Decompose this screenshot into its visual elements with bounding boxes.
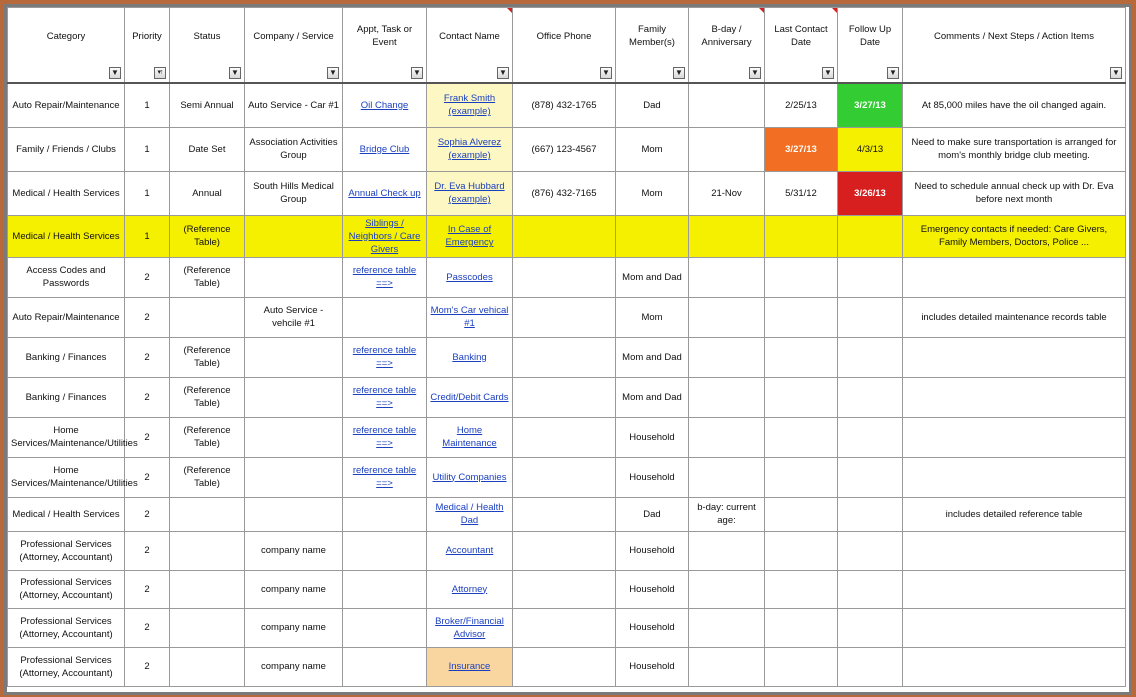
- column-header-label: B-day / Anniversary: [701, 24, 752, 48]
- cell-family[interactable]: Household: [616, 647, 689, 686]
- cell-priority[interactable]: 2: [125, 337, 170, 377]
- cell-category[interactable]: Auto Repair/Maintenance: [8, 297, 125, 337]
- cell-last[interactable]: [765, 531, 838, 570]
- cell-phone[interactable]: [513, 337, 616, 377]
- cell-bday[interactable]: [689, 377, 765, 417]
- cell-family[interactable]: Mom: [616, 297, 689, 337]
- cell-category[interactable]: Professional Services (Attorney, Accountant): [8, 647, 125, 686]
- cell-phone[interactable]: [513, 215, 616, 257]
- cell-family[interactable]: Mom: [616, 127, 689, 171]
- filter-dropdown-icon[interactable]: ▼: [411, 67, 423, 79]
- column-header-last-contact-date: [765, 8, 838, 84]
- cell-category[interactable]: Banking / Finances: [8, 377, 125, 417]
- cell-last[interactable]: [765, 497, 838, 531]
- cell-comments[interactable]: [903, 377, 1126, 417]
- cell-bday[interactable]: [689, 127, 765, 171]
- cell-company[interactable]: South Hills Medical Group: [245, 171, 343, 215]
- cell-contact[interactable]: Sophia Alverez (example): [427, 127, 513, 171]
- column-header-label: Last Contact Date: [774, 24, 828, 48]
- cell-phone[interactable]: [513, 531, 616, 570]
- cell-follow[interactable]: [838, 215, 903, 257]
- filter-dropdown-icon[interactable]: ▼: [887, 67, 899, 79]
- cell-priority[interactable]: 2: [125, 457, 170, 497]
- table-row: [8, 531, 1126, 570]
- cell-phone[interactable]: [513, 647, 616, 686]
- column-header-label: Priority: [132, 30, 162, 42]
- cell-follow[interactable]: [838, 257, 903, 297]
- cell-contact[interactable]: Utility Companies: [427, 457, 513, 497]
- cell-last[interactable]: [765, 257, 838, 297]
- cell-category[interactable]: Auto Repair/Maintenance: [8, 83, 125, 127]
- cell-priority[interactable]: 2: [125, 531, 170, 570]
- cell-category[interactable]: Home Services/Maintenance/Utilities: [8, 457, 125, 497]
- cell-appt[interactable]: reference table ==>: [343, 417, 427, 457]
- filter-dropdown-icon[interactable]: ▼: [327, 67, 339, 79]
- cell-comments[interactable]: includes detailed maintenance records table: [903, 297, 1126, 337]
- table-row: [8, 497, 1126, 531]
- cell-priority[interactable]: 2: [125, 257, 170, 297]
- cell-contact[interactable]: Frank Smith (example): [427, 83, 513, 127]
- cell-phone[interactable]: [513, 457, 616, 497]
- cell-phone[interactable]: [513, 608, 616, 647]
- comment-indicator-icon: [759, 8, 764, 13]
- column-header-follow-up-date: [838, 8, 903, 84]
- column-header-comments: [903, 8, 1126, 84]
- cell-appt[interactable]: [343, 608, 427, 647]
- cell-comments[interactable]: Need to make sure transportation is arranged for mom's monthly bridge club meeting.: [903, 127, 1126, 171]
- cell-priority[interactable]: 1: [125, 215, 170, 257]
- cell-status[interactable]: (Reference Table): [170, 457, 245, 497]
- cell-contact[interactable]: Mom's Car vehical #1: [427, 297, 513, 337]
- cell-family[interactable]: Mom: [616, 171, 689, 215]
- table-body: [8, 83, 1126, 686]
- cell-comments[interactable]: [903, 570, 1126, 608]
- cell-follow[interactable]: [838, 608, 903, 647]
- cell-last[interactable]: 3/27/13: [765, 127, 838, 171]
- cell-family[interactable]: Dad: [616, 83, 689, 127]
- cell-status[interactable]: [170, 497, 245, 531]
- cell-contact[interactable]: In Case of Emergency: [427, 215, 513, 257]
- cell-last[interactable]: 2/25/13: [765, 83, 838, 127]
- cell-company[interactable]: company name: [245, 608, 343, 647]
- cell-comments[interactable]: Need to schedule annual check up with Dr. Eva before next month: [903, 171, 1126, 215]
- cell-company[interactable]: company name: [245, 647, 343, 686]
- cell-bday[interactable]: [689, 215, 765, 257]
- table-row: [8, 337, 1126, 377]
- table-row: [8, 647, 1126, 686]
- cell-follow[interactable]: [838, 570, 903, 608]
- cell-status[interactable]: Semi Annual: [170, 83, 245, 127]
- cell-company[interactable]: Auto Service - vehcile #1: [245, 297, 343, 337]
- cell-last[interactable]: [765, 570, 838, 608]
- column-header-office-phone: [513, 8, 616, 84]
- cell-family[interactable]: Household: [616, 531, 689, 570]
- cell-follow[interactable]: [838, 377, 903, 417]
- cell-bday[interactable]: [689, 570, 765, 608]
- table-row: [8, 215, 1126, 257]
- cell-bday[interactable]: [689, 297, 765, 337]
- cell-phone[interactable]: [513, 570, 616, 608]
- table-row: [8, 83, 1126, 127]
- cell-contact[interactable]: Banking: [427, 337, 513, 377]
- cell-company[interactable]: [245, 457, 343, 497]
- cell-family[interactable]: Household: [616, 608, 689, 647]
- cell-bday[interactable]: [689, 337, 765, 377]
- column-header-contact-name: [427, 8, 513, 84]
- column-header-priority: [125, 8, 170, 84]
- column-header-label: Contact Name: [439, 30, 500, 42]
- cell-last[interactable]: [765, 417, 838, 457]
- cell-priority[interactable]: 2: [125, 297, 170, 337]
- cell-company[interactable]: [245, 337, 343, 377]
- cell-follow[interactable]: [838, 457, 903, 497]
- cell-bday[interactable]: [689, 647, 765, 686]
- cell-phone[interactable]: (878) 432-1765: [513, 83, 616, 127]
- cell-company[interactable]: [245, 497, 343, 531]
- cell-appt[interactable]: [343, 497, 427, 531]
- cell-last[interactable]: 5/31/12: [765, 171, 838, 215]
- cell-category[interactable]: Access Codes and Passwords: [8, 257, 125, 297]
- cell-contact[interactable]: Dr. Eva Hubbard (example): [427, 171, 513, 215]
- comment-indicator-icon: [507, 8, 512, 13]
- contacts-table: [7, 7, 1126, 687]
- table-row: [8, 608, 1126, 647]
- cell-contact[interactable]: Insurance: [427, 647, 513, 686]
- cell-comments[interactable]: [903, 647, 1126, 686]
- cell-follow[interactable]: [838, 417, 903, 457]
- cell-appt[interactable]: reference table ==>: [343, 377, 427, 417]
- cell-appt[interactable]: Annual Check up: [343, 171, 427, 215]
- cell-follow[interactable]: [838, 531, 903, 570]
- cell-contact[interactable]: Medical / Health Dad: [427, 497, 513, 531]
- cell-priority[interactable]: 1: [125, 83, 170, 127]
- cell-category[interactable]: Family / Friends / Clubs: [8, 127, 125, 171]
- column-header-label: Category: [46, 30, 86, 42]
- cell-last[interactable]: [765, 647, 838, 686]
- cell-family[interactable]: Mom and Dad: [616, 337, 689, 377]
- sort-filter-icon[interactable]: ▾↑: [154, 67, 166, 79]
- cell-priority[interactable]: 2: [125, 608, 170, 647]
- cell-phone[interactable]: [513, 497, 616, 531]
- cell-contact[interactable]: Passcodes: [427, 257, 513, 297]
- cell-status[interactable]: [170, 570, 245, 608]
- cell-priority[interactable]: 1: [125, 127, 170, 171]
- cell-last[interactable]: [765, 215, 838, 257]
- column-header-label: Appt, Task or Event: [356, 24, 413, 48]
- cell-follow[interactable]: [838, 297, 903, 337]
- cell-status[interactable]: (Reference Table): [170, 215, 245, 257]
- cell-category[interactable]: Professional Services (Attorney, Accountant): [8, 608, 125, 647]
- cell-contact[interactable]: Broker/Financial Advisor: [427, 608, 513, 647]
- table-row: [8, 570, 1126, 608]
- filter-dropdown-icon[interactable]: ▼: [822, 67, 834, 79]
- column-header-company-service: [245, 8, 343, 84]
- cell-appt[interactable]: reference table ==>: [343, 457, 427, 497]
- spreadsheet-frame: [4, 4, 1132, 695]
- table-row: [8, 127, 1126, 171]
- filter-dropdown-icon[interactable]: ▼: [497, 67, 509, 79]
- cell-company[interactable]: Association Activities Group: [245, 127, 343, 171]
- cell-category[interactable]: Banking / Finances: [8, 337, 125, 377]
- column-header-label: Office Phone: [536, 30, 592, 42]
- cell-family[interactable]: Mom and Dad: [616, 257, 689, 297]
- cell-status[interactable]: (Reference Table): [170, 417, 245, 457]
- cell-phone[interactable]: [513, 257, 616, 297]
- cell-family[interactable]: Mom and Dad: [616, 377, 689, 417]
- cell-appt[interactable]: [343, 531, 427, 570]
- cell-bday[interactable]: [689, 608, 765, 647]
- header-row: [8, 8, 1126, 84]
- column-header-bday-anniversary: [689, 8, 765, 84]
- cell-comments[interactable]: [903, 417, 1126, 457]
- cell-priority[interactable]: 1: [125, 171, 170, 215]
- cell-status[interactable]: (Reference Table): [170, 257, 245, 297]
- cell-company[interactable]: [245, 377, 343, 417]
- cell-company[interactable]: company name: [245, 570, 343, 608]
- cell-phone[interactable]: [513, 297, 616, 337]
- cell-status[interactable]: Annual: [170, 171, 245, 215]
- cell-status[interactable]: [170, 297, 245, 337]
- cell-priority[interactable]: 2: [125, 417, 170, 457]
- cell-comments[interactable]: [903, 531, 1126, 570]
- cell-category[interactable]: Professional Services (Attorney, Accountant): [8, 531, 125, 570]
- cell-priority[interactable]: 2: [125, 497, 170, 531]
- cell-priority[interactable]: 2: [125, 647, 170, 686]
- cell-comments[interactable]: includes detailed reference table: [903, 497, 1126, 531]
- cell-comments[interactable]: [903, 608, 1126, 647]
- filter-dropdown-icon[interactable]: ▼: [109, 67, 121, 79]
- cell-contact[interactable]: Accountant: [427, 531, 513, 570]
- cell-bday[interactable]: [689, 531, 765, 570]
- cell-category[interactable]: Medical / Health Services: [8, 171, 125, 215]
- cell-status[interactable]: [170, 531, 245, 570]
- cell-company[interactable]: company name: [245, 531, 343, 570]
- cell-priority[interactable]: 2: [125, 377, 170, 417]
- cell-bday[interactable]: [689, 257, 765, 297]
- cell-status[interactable]: (Reference Table): [170, 337, 245, 377]
- cell-category[interactable]: Medical / Health Services: [8, 497, 125, 531]
- cell-last[interactable]: [765, 608, 838, 647]
- cell-appt[interactable]: Siblings / Neighbors / Care Givers: [343, 215, 427, 257]
- cell-comments[interactable]: [903, 257, 1126, 297]
- comment-indicator-icon: [832, 8, 837, 13]
- cell-company[interactable]: [245, 215, 343, 257]
- cell-phone[interactable]: (667) 123-4567: [513, 127, 616, 171]
- cell-category[interactable]: Professional Services (Attorney, Accountant): [8, 570, 125, 608]
- column-header-status: [170, 8, 245, 84]
- cell-follow[interactable]: 4/3/13: [838, 127, 903, 171]
- cell-company[interactable]: [245, 417, 343, 457]
- cell-status[interactable]: [170, 608, 245, 647]
- column-header-family-members: [616, 8, 689, 84]
- cell-priority[interactable]: 2: [125, 570, 170, 608]
- cell-bday[interactable]: b-day: current age:: [689, 497, 765, 531]
- cell-appt[interactable]: [343, 570, 427, 608]
- cell-follow[interactable]: [838, 337, 903, 377]
- column-header-appt-task-event: [343, 8, 427, 84]
- cell-family[interactable]: Dad: [616, 497, 689, 531]
- cell-last[interactable]: [765, 457, 838, 497]
- cell-appt[interactable]: Oil Change: [343, 83, 427, 127]
- cell-phone[interactable]: [513, 377, 616, 417]
- cell-family[interactable]: [616, 215, 689, 257]
- cell-status[interactable]: (Reference Table): [170, 377, 245, 417]
- cell-last[interactable]: [765, 297, 838, 337]
- table-row: [8, 257, 1126, 297]
- filter-dropdown-icon[interactable]: ▼: [600, 67, 612, 79]
- cell-status[interactable]: [170, 647, 245, 686]
- cell-appt[interactable]: [343, 297, 427, 337]
- table-row: [8, 297, 1126, 337]
- cell-family[interactable]: Household: [616, 417, 689, 457]
- filter-dropdown-icon[interactable]: ▼: [673, 67, 685, 79]
- filter-dropdown-icon[interactable]: ▼: [1110, 67, 1122, 79]
- column-header-category: [8, 8, 125, 84]
- cell-contact[interactable]: Home Maintenance: [427, 417, 513, 457]
- cell-appt[interactable]: [343, 647, 427, 686]
- cell-bday[interactable]: [689, 457, 765, 497]
- table-row: [8, 457, 1126, 497]
- cell-comments[interactable]: At 85,000 miles have the oil changed again.: [903, 83, 1126, 127]
- filter-dropdown-icon[interactable]: ▼: [229, 67, 241, 79]
- column-header-label: Follow Up Date: [848, 24, 892, 48]
- cell-company[interactable]: Auto Service - Car #1: [245, 83, 343, 127]
- cell-bday[interactable]: 21-Nov: [689, 171, 765, 215]
- cell-appt[interactable]: reference table ==>: [343, 337, 427, 377]
- table-row: [8, 417, 1126, 457]
- cell-category[interactable]: Medical / Health Services: [8, 215, 125, 257]
- cell-family[interactable]: Household: [616, 457, 689, 497]
- cell-appt[interactable]: reference table ==>: [343, 257, 427, 297]
- cell-bday[interactable]: [689, 83, 765, 127]
- cell-category[interactable]: Home Services/Maintenance/Utilities: [8, 417, 125, 457]
- column-header-label: Comments / Next Steps / Action Items: [934, 30, 1094, 42]
- cell-last[interactable]: [765, 337, 838, 377]
- filter-dropdown-icon[interactable]: ▼: [749, 67, 761, 79]
- cell-follow[interactable]: 3/27/13: [838, 83, 903, 127]
- cell-follow[interactable]: 3/26/13: [838, 171, 903, 215]
- cell-contact[interactable]: Credit/Debit Cards: [427, 377, 513, 417]
- column-header-label: Company / Service: [253, 30, 334, 42]
- cell-appt[interactable]: Bridge Club: [343, 127, 427, 171]
- table-row: [8, 171, 1126, 215]
- cell-comments[interactable]: Emergency contacts if needed: Care Givers, Family Members, Doctors, Police ...: [903, 215, 1126, 257]
- table-row: [8, 377, 1126, 417]
- cell-comments[interactable]: [903, 337, 1126, 377]
- cell-phone[interactable]: [513, 417, 616, 457]
- cell-phone[interactable]: (876) 432-7165: [513, 171, 616, 215]
- cell-comments[interactable]: [903, 457, 1126, 497]
- cell-follow[interactable]: [838, 647, 903, 686]
- column-header-label: Family Member(s): [629, 24, 675, 48]
- cell-follow[interactable]: [838, 497, 903, 531]
- cell-status[interactable]: Date Set: [170, 127, 245, 171]
- cell-bday[interactable]: [689, 417, 765, 457]
- cell-last[interactable]: [765, 377, 838, 417]
- cell-company[interactable]: [245, 257, 343, 297]
- column-header-label: Status: [193, 30, 221, 42]
- cell-contact[interactable]: Attorney: [427, 570, 513, 608]
- cell-family[interactable]: Household: [616, 570, 689, 608]
